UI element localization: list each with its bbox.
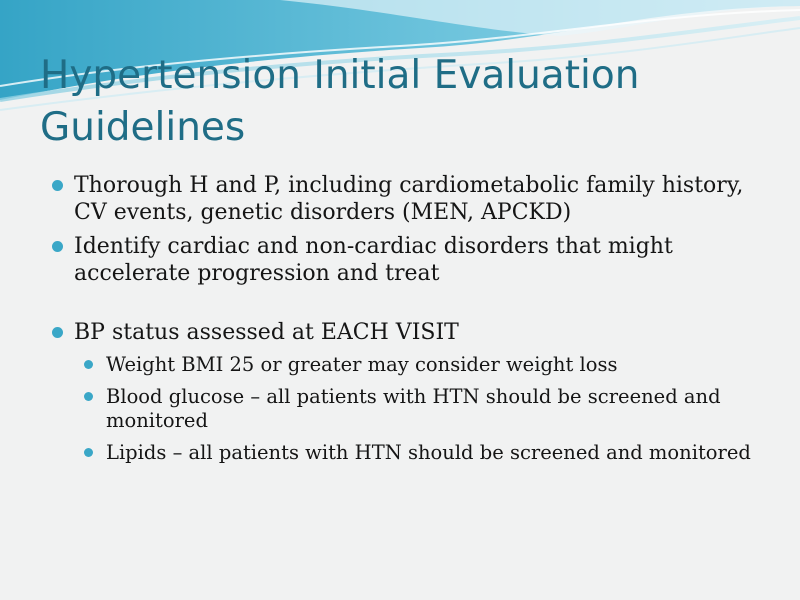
- bullet-item: [52, 233, 772, 287]
- bullet-dot-icon: [52, 241, 63, 252]
- sub-bullet-item: [84, 353, 772, 377]
- sub-bullet-text: Blood glucose – all patients with HTN should be screened and monitored: [106, 385, 721, 432]
- sub-bullet-list: [84, 353, 772, 465]
- sub-bullet-text: Lipids – all patients with HTN should be screened and monitored: [106, 441, 751, 464]
- bullet-text: BP status assessed at EACH VISIT: [74, 320, 459, 345]
- sub-bullet-text: Weight BMI 25 or greater may consider weight loss: [106, 353, 618, 376]
- sub-bullet-dot-icon: [84, 392, 93, 401]
- bullet-text: Identify cardiac and non-cardiac disorders that might accelerate progression and treat: [74, 234, 673, 286]
- sub-bullet-item: [84, 441, 772, 465]
- bullet-dot-icon: [52, 180, 63, 191]
- bullet-text: Thorough H and P, including cardiometabolic family history, CV events, genetic disorders (MEN, APCKD): [74, 173, 744, 225]
- bullet-item: [52, 319, 772, 465]
- sub-bullet-dot-icon: [84, 448, 93, 457]
- sub-bullet-item: [84, 385, 772, 433]
- bullet-dot-icon: [52, 327, 63, 338]
- bullet-list: [52, 172, 772, 473]
- sub-bullet-dot-icon: [84, 360, 93, 369]
- bullet-item: [52, 172, 772, 226]
- slide-title: Hypertension Initial Evaluation Guidelines: [40, 53, 640, 150]
